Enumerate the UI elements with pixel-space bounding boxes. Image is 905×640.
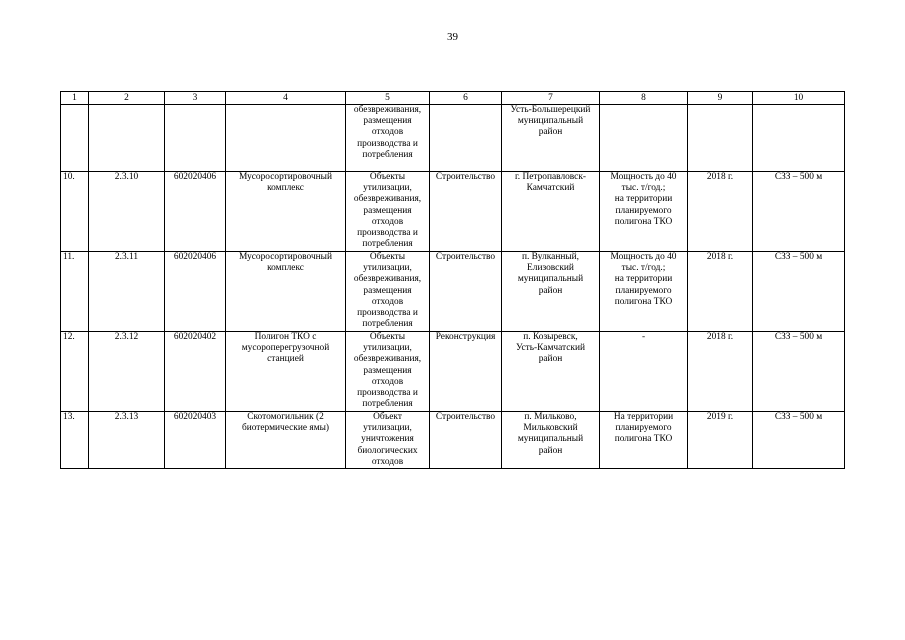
capacity-cell: Мощность до 40 тыс. т/год.; на территории планируемого полигона ТКО: [600, 252, 688, 332]
year-cell: 2019 г.: [688, 412, 753, 469]
capacity-cell: На территории планируемого полигона ТКО: [600, 412, 688, 469]
szz-cell: [753, 105, 845, 172]
name-cell: Скотомогильник (2 биотермические ямы): [226, 412, 346, 469]
row-number: 12.: [61, 332, 89, 412]
header-cell: 8: [600, 92, 688, 105]
header-cell: 4: [226, 92, 346, 105]
code-cell: [89, 105, 165, 172]
type-cell: Объект утилизации, уничтожения биологических отходов: [346, 412, 430, 469]
year-cell: 2018 г.: [688, 252, 753, 332]
header-row: [61, 92, 845, 105]
table-row: [61, 412, 845, 469]
table-row: [61, 332, 845, 412]
type-cell: Объекты утилизации, обезвреживания, размещения отходов производства и потребления: [346, 172, 430, 252]
code-cell: 2.3.11: [89, 252, 165, 332]
code-cell: 2.3.13: [89, 412, 165, 469]
id-cell: 602020406: [165, 172, 226, 252]
location-cell: п. Мильково, Мильковский муниципальный район: [502, 412, 600, 469]
location-cell: Усть-Большерецкий муниципальный район: [502, 105, 600, 172]
header-cell: 5: [346, 92, 430, 105]
name-cell: [226, 105, 346, 172]
location-cell: п. Козыревск, Усть-Камчатский район: [502, 332, 600, 412]
page-number: 39: [447, 31, 458, 43]
table-row: [61, 172, 845, 252]
id-cell: 602020406: [165, 252, 226, 332]
year-cell: 2018 г.: [688, 172, 753, 252]
work-type-cell: Строительство: [430, 172, 502, 252]
header-cell: 9: [688, 92, 753, 105]
header-cell: 7: [502, 92, 600, 105]
row-number: 11.: [61, 252, 89, 332]
id-cell: [165, 105, 226, 172]
capacity-cell: Мощность до 40 тыс. т/год.; на территории планируемого полигона ТКО: [600, 172, 688, 252]
year-cell: [688, 105, 753, 172]
objects-table: [60, 91, 845, 469]
capacity-cell: [600, 105, 688, 172]
type-cell: Объекты утилизации, обезвреживания, размещения отходов производства и потребления: [346, 252, 430, 332]
work-type-cell: Реконструкция: [430, 332, 502, 412]
code-cell: 2.3.10: [89, 172, 165, 252]
table-row: [61, 252, 845, 332]
szz-cell: СЗЗ – 500 м: [753, 172, 845, 252]
header-cell: 2: [89, 92, 165, 105]
location-cell: п. Вулканный, Елизовский муниципальный район: [502, 252, 600, 332]
code-cell: 2.3.12: [89, 332, 165, 412]
name-cell: Полигон ТКО с мусороперегрузочной станцией: [226, 332, 346, 412]
szz-cell: СЗЗ – 500 м: [753, 252, 845, 332]
header-cell: 1: [61, 92, 89, 105]
szz-cell: СЗЗ – 500 м: [753, 332, 845, 412]
capacity-cell: -: [600, 332, 688, 412]
header-cell: 6: [430, 92, 502, 105]
row-number: [61, 105, 89, 172]
id-cell: 602020403: [165, 412, 226, 469]
year-cell: 2018 г.: [688, 332, 753, 412]
type-cell: обезвреживания, размещения отходов производства и потребления: [346, 105, 430, 172]
row-number: 13.: [61, 412, 89, 469]
work-type-cell: Строительство: [430, 412, 502, 469]
name-cell: Мусоросортировочный комплекс: [226, 172, 346, 252]
header-cell: 10: [753, 92, 845, 105]
name-cell: Мусоросортировочный комплекс: [226, 252, 346, 332]
header-cell: 3: [165, 92, 226, 105]
work-type-cell: Строительство: [430, 252, 502, 332]
work-type-cell: [430, 105, 502, 172]
location-cell: г. Петропавловск- Камчатский: [502, 172, 600, 252]
row-number: 10.: [61, 172, 89, 252]
table-row: [61, 105, 845, 172]
id-cell: 602020402: [165, 332, 226, 412]
szz-cell: СЗЗ – 500 м: [753, 412, 845, 469]
type-cell: Объекты утилизации, обезвреживания, размещения отходов производства и потребления: [346, 332, 430, 412]
